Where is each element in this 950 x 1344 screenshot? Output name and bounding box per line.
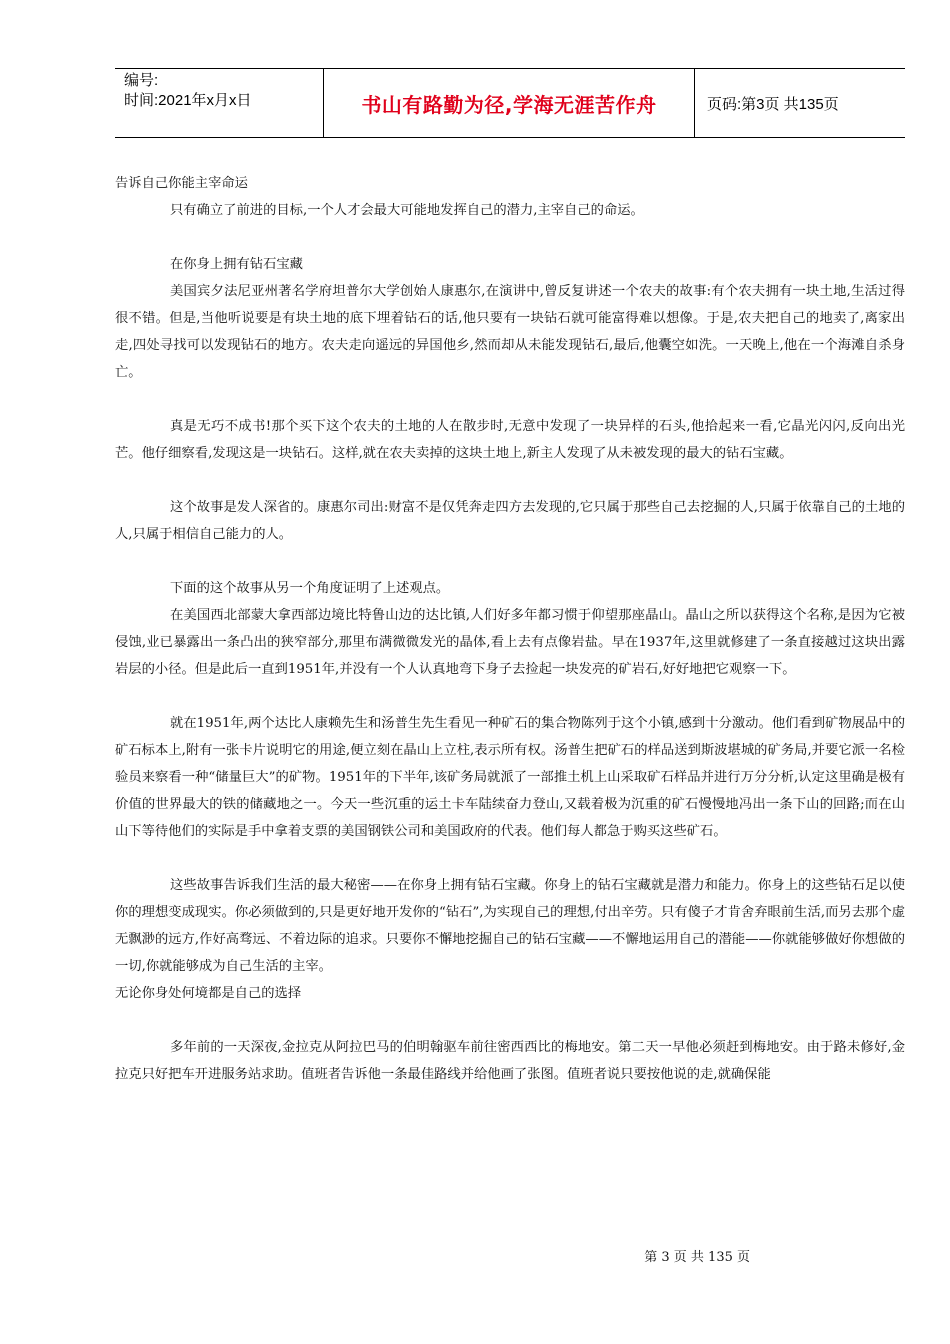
section-heading-diamond: 在你身上拥有钻石宝藏 [170,257,303,272]
paragraph: 真是无巧不成书!那个买下这个农夫的土地的人在散步时,无意中发现了一块异样的石头,他拾起来一看,它晶光闪闪,反向出光芒。他仔细察看,发现这是一块钻石。这样,就在农夫卖掉的这块土地上,新主人发现了从未被发现的最大的钻石宝藏。 [115,419,905,461]
section-heading-choice: 无论你身处何境都是自己的选择 [115,986,302,1001]
paragraph: 多年前的一天深夜,金拉克从阿拉巴马的伯明翰驱车前往密西西比的梅地安。第二天一早他必须赶到梅地安。由于路未修好,金拉克只好把车开进服务站求助。值班者告诉他一条最佳路线并给他画了张图。值班者说只要按他说的走,就确保能 [115,1040,905,1082]
header-page-number: 页码:第3页 共135页 [707,95,839,113]
section-heading-fate: 告诉自己你能主宰命运 [115,176,248,191]
paragraph: 美国宾夕法尼亚州著名学府坦普尔大学创始人康惠尔,在演讲中,曾反复讲述一个农夫的故事:有个农夫拥有一块土地,生活过得很不错。但是,当他听说要是有块土地的底下埋着钻石的话,他只要有一块钻石就可能富得难以想像。于是,农夫把自己的地卖了,离家出走,四处寻找可以发现钻石的地方。农夫走向遥远的异国他乡,然而却从未能发现钻石,最后,他囊空如洗。一天晚上,他在一个海滩自杀身亡。 [115,284,905,380]
header-meta [115,69,324,137]
paragraph: 就在1951年,两个达比人康赖先生和汤普生先生看见一种矿石的集合物陈列于这个小镇,感到十分激动。他们看到矿物展品中的矿石标本上,附有一张卡片说明它的用途,便立刻在晶山上立柱,表示所有权。汤普生把矿石的样品送到斯波堪城的矿务局,并要它派一名检验员来察看一种“储量巨大”的矿物。1951年的下半年,该矿务局就派了一部推土机上山采取矿石样品并进行万分分析,认定这里确是极有价值的世界最大的铁的储藏地之一。今天一些沉重的运土卡车陆续奋力登山,又载着极为沉重的矿石慢慢地冯出一条下山的回路;而在山山下等待他们的实际是手中拿着支票的美国钢铁公司和美国政府的代表。他们每人都急于购买这些矿石。 [115,716,905,839]
document-number-label: 编号: [124,72,159,89]
header-motto: 书山有路勤为径,学海无涯苦作舟 [324,69,695,137]
paragraph: 这个故事是发人深省的。康惠尔司出:财富不是仅凭奔走四方去发现的,它只属于那些自己去挖掘的人,只属于依靠自己的土地的人,只属于相信自己能力的人。 [115,500,905,542]
document-time-label: 时间:2021年x月x日 [124,92,252,109]
paragraph: 在美国西北部蒙大拿西部边境比特鲁山边的达比镇,人们好多年都习惯于仰望那座晶山。晶山之所以获得这个名称,是因为它被侵蚀,业已暴露出一条凸出的狭窄部分,那里布满微微发光的晶体,看上去有点像岩盐。早在1937年,这里就修建了一条直接越过这块出露岩层的小径。但是此后一直到1951年,并没有一个人认真地弯下身子去捡起一块发亮的矿岩石,好好地把它观察一下。 [115,608,905,677]
page-header [115,68,905,138]
paragraph: 只有确立了前进的目标,一个人才会最大可能地发挥自己的潜力,主宰自己的命运。 [170,203,644,218]
paragraph: 下面的这个故事从另一个角度证明了上述观点。 [170,581,450,596]
paragraph: 这些故事告诉我们生活的最大秘密——在你身上拥有钻石宝藏。你身上的钻石宝藏就是潜力和能力。你身上的这些钻石足以使你的理想变成现实。你必须做到的,只是更好地开发你的“钻石”,为实现自己的理想,付出辛劳。只有傻子才肯舍弃眼前生活,而另去那个虚无飘渺的远方,作好高骛远、不着边际的追求。只要你不懈地挖掘自己的钻石宝藏——不懈地运用自己的潜能——你就能够做好你想做的一切,你就能够成为自己生活的主宰。 [115,878,905,974]
page-footer: 第 3 页 共 135 页 [644,1250,750,1265]
document-body [115,170,905,1088]
